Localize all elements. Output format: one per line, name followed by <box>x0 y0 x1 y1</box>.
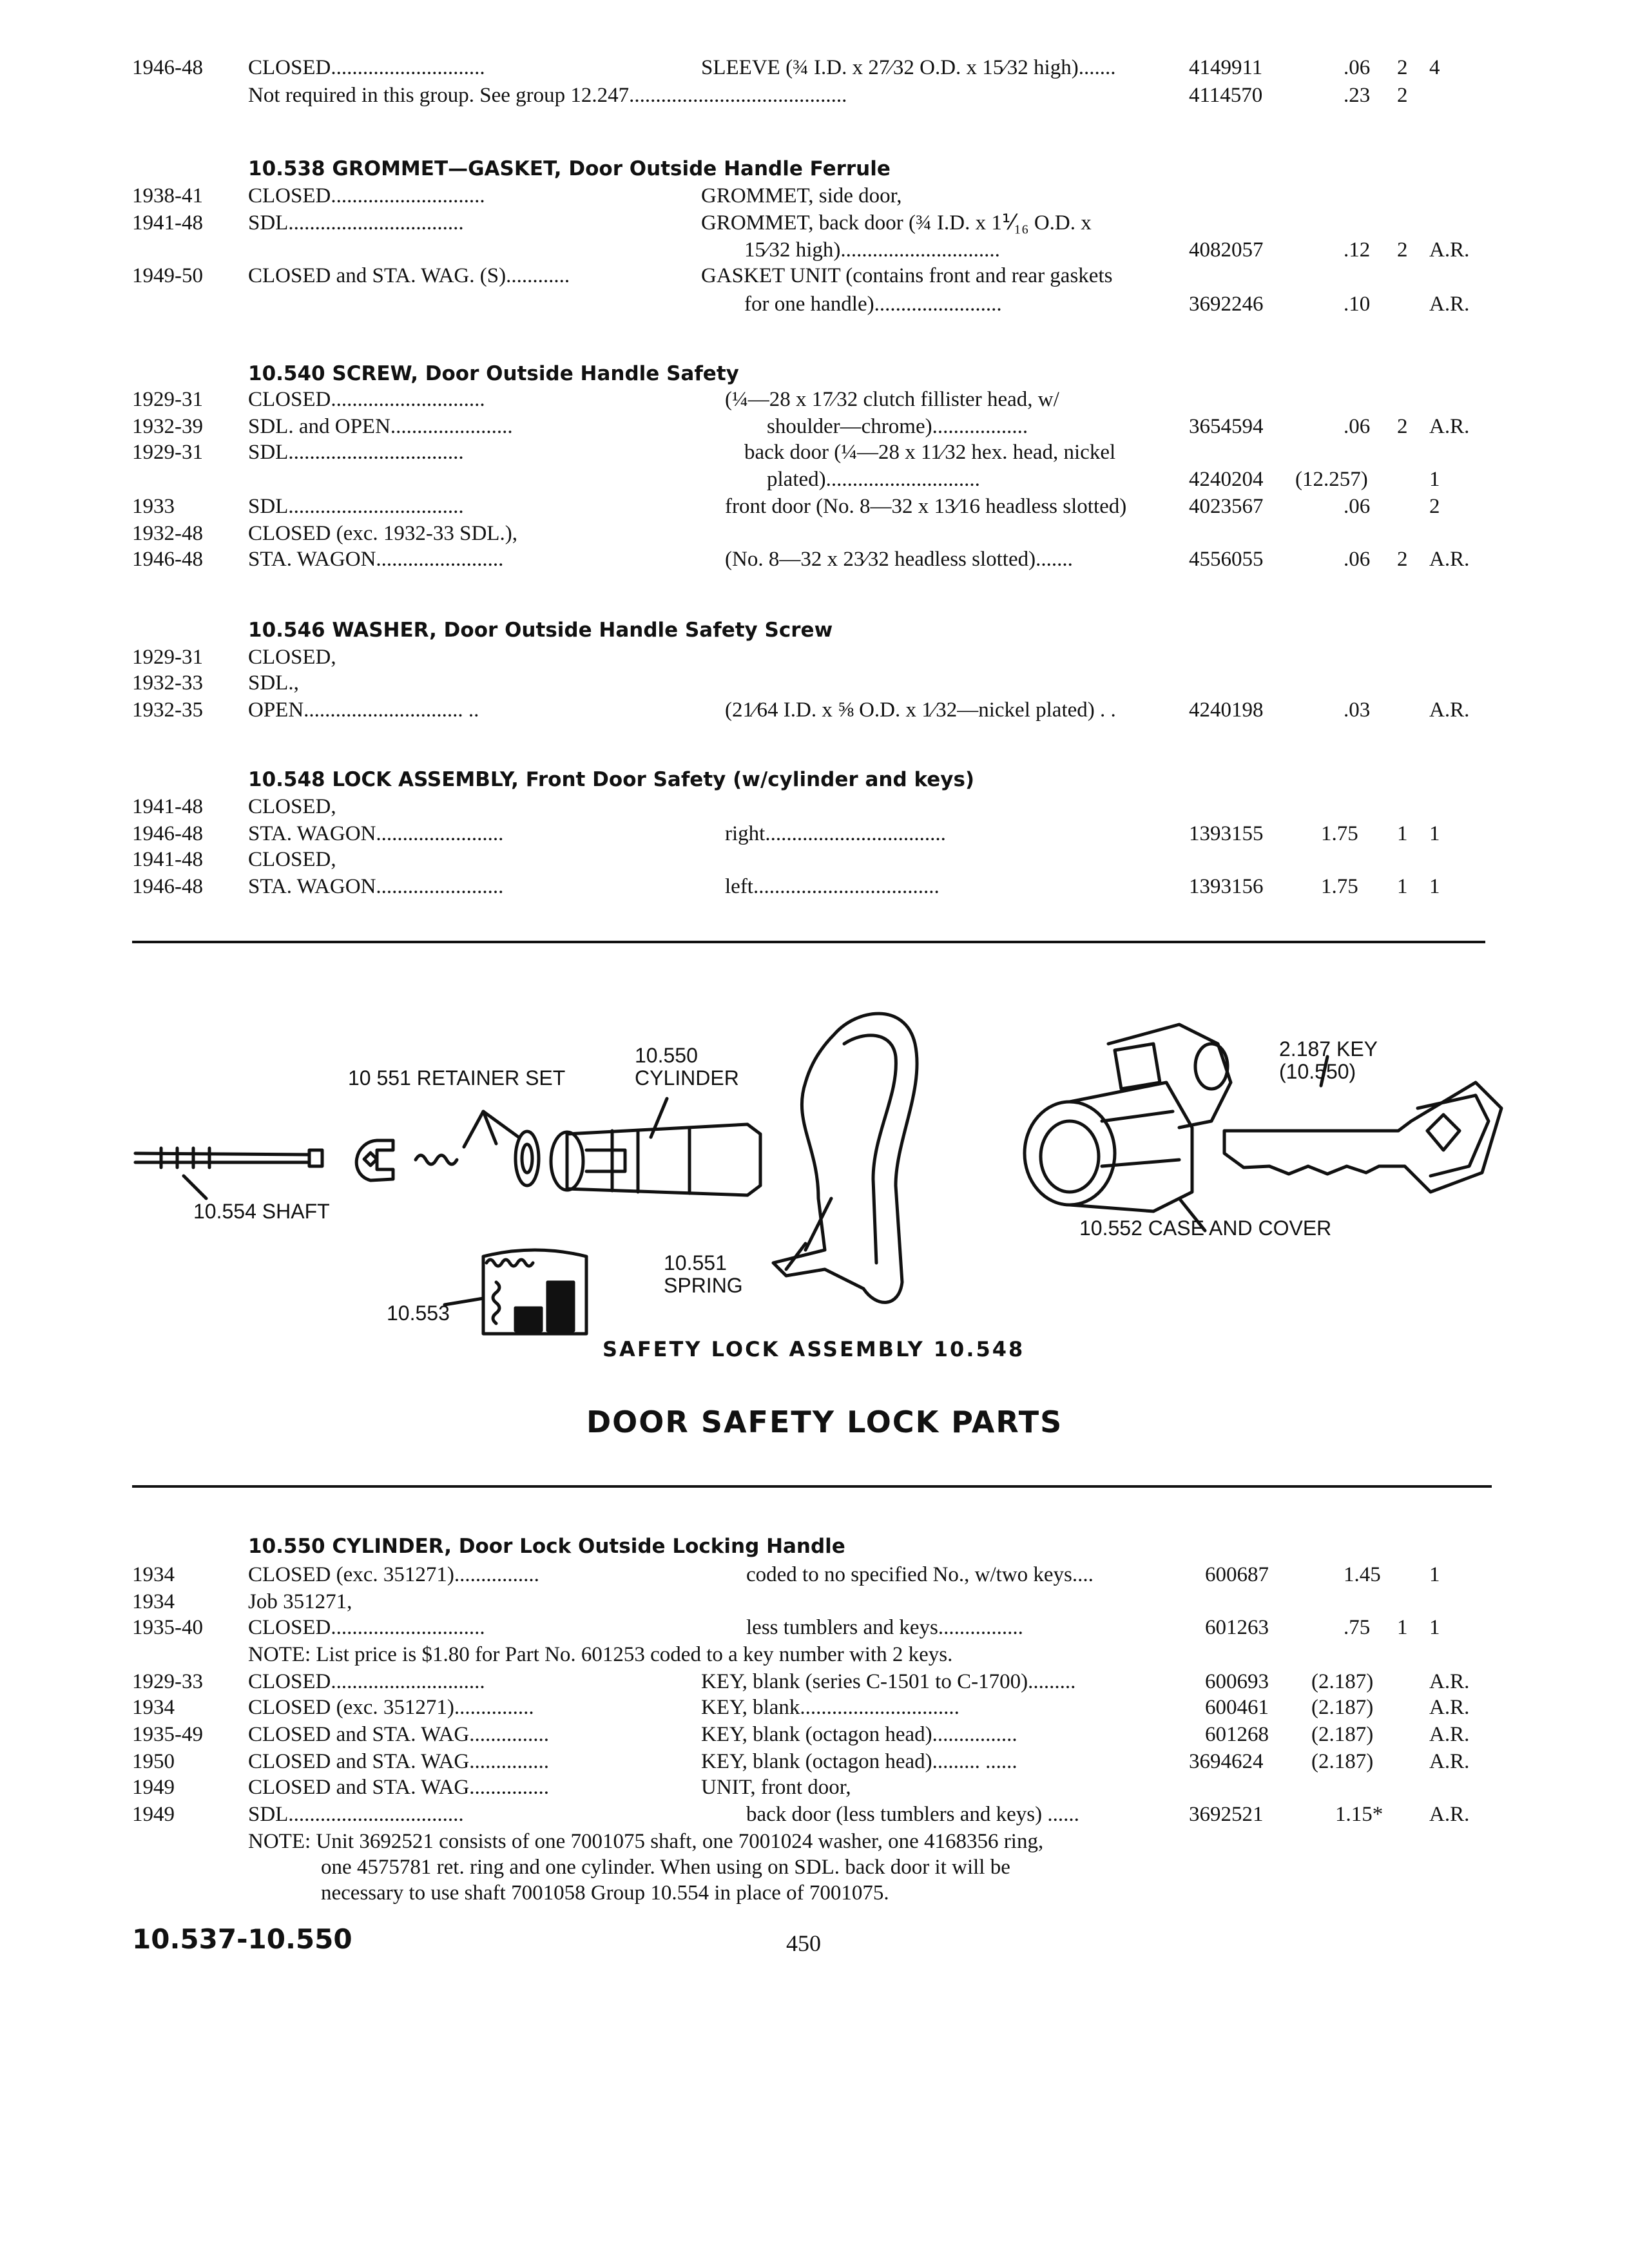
price: .03 <box>1344 698 1371 722</box>
year: 1935-49 <box>132 1723 203 1746</box>
model: CLOSED, <box>248 646 336 669</box>
price: .06 <box>1344 415 1371 438</box>
note-line: NOTE: Unit 3692521 consists of one 7001075 shaft, one 7001024 washer, one 4168356 ring, <box>248 1830 1044 1853</box>
year: 1949 <box>132 1776 175 1799</box>
price: 1.15* <box>1335 1803 1383 1826</box>
qty-col2: A.R. <box>1429 1696 1470 1719</box>
price: .23 <box>1344 84 1371 107</box>
cylinder-drawing <box>551 1124 760 1195</box>
year: 1932-39 <box>132 415 203 438</box>
model: CLOSED (exc. 351271)................ <box>248 1563 539 1586</box>
price: 1.75 <box>1321 875 1358 898</box>
model: CLOSED and STA. WAG............... <box>248 1723 549 1746</box>
qty-col2: 1 <box>1429 822 1440 845</box>
qty-col2: 1 <box>1429 875 1440 898</box>
qty-col2: A.R. <box>1429 293 1470 316</box>
year: 1949-50 <box>132 264 203 287</box>
group-range: 10.537-10.550 <box>132 1923 352 1955</box>
section-divider <box>132 941 1485 943</box>
year: 1950 <box>132 1750 175 1773</box>
note-line: NOTE: List price is $1.80 for Part No. 601253 coded to a key number with 2 keys. <box>248 1643 953 1666</box>
description: for one handle)........................ <box>744 293 1002 316</box>
part-553-label: 10.553 <box>387 1302 450 1325</box>
model: CLOSED and STA. WAG............... <box>248 1776 549 1799</box>
description: KEY, blank (octagon head)......... ...... <box>701 1750 1017 1773</box>
year: 1932-35 <box>132 698 203 722</box>
qty-col1: 1 <box>1397 1616 1408 1639</box>
cylinder-number-label: 10.550 <box>635 1044 698 1067</box>
qty-col2: 1 <box>1429 468 1440 491</box>
model: Job 351271, <box>248 1590 352 1613</box>
qty-col1: 2 <box>1397 415 1408 438</box>
qty-col1: 2 <box>1397 84 1408 107</box>
year: 1934 <box>132 1590 175 1613</box>
qty-col2: A.R. <box>1429 548 1470 571</box>
lock-case-drawing <box>1025 1024 1231 1211</box>
description: coded to no specified No., w/two keys.... <box>746 1563 1094 1586</box>
tumbler-part-drawing <box>483 1250 586 1334</box>
price: 1.75 <box>1321 822 1358 845</box>
price: 1.45 <box>1344 1563 1381 1586</box>
year: 1934 <box>132 1696 175 1719</box>
part-number: 600461 <box>1205 1696 1269 1719</box>
qty-col2: A.R. <box>1429 415 1470 438</box>
year: 1938-41 <box>132 184 203 207</box>
model: CLOSED............................. <box>248 1670 485 1693</box>
model: CLOSED............................. <box>248 56 485 79</box>
qty-col2: A.R. <box>1429 1670 1470 1693</box>
qty-col1: 1 <box>1397 875 1408 898</box>
leader-lines <box>184 1057 1327 1305</box>
qty-col2: 1 <box>1429 1616 1440 1639</box>
group-heading: 10.546 WASHER, Door Outside Handle Safety Screw <box>248 619 833 642</box>
price: .12 <box>1344 238 1371 262</box>
description: KEY, blank (series C-1501 to C-1700)......... <box>701 1670 1076 1693</box>
description: GASKET UNIT (contains front and rear gaskets <box>701 264 1113 287</box>
qty-col1: 1 <box>1397 822 1408 845</box>
qty-col2: A.R. <box>1429 1803 1470 1826</box>
part-number: 4082057 <box>1189 238 1264 262</box>
year: 1934 <box>132 1563 175 1586</box>
description: GROMMET, side door, <box>701 184 902 207</box>
model: OPEN.............................. .. <box>248 698 479 722</box>
part-number: 4023567 <box>1189 495 1264 518</box>
qty-col2: 2 <box>1429 495 1440 518</box>
part-number: 601268 <box>1205 1723 1269 1746</box>
model: SDL................................. <box>248 495 464 518</box>
key-ref-label: (10.550) <box>1279 1060 1356 1083</box>
price: .75 <box>1344 1616 1371 1639</box>
description: less tumblers and keys................ <box>746 1616 1023 1639</box>
model: STA. WAGON........................ <box>248 548 504 571</box>
qty-col2: A.R. <box>1429 238 1470 262</box>
description: UNIT, front door, <box>701 1776 851 1799</box>
spring-number-label: 10.551 <box>664 1251 727 1274</box>
price: (12.257) <box>1295 468 1368 491</box>
model: SDL................................. <box>248 211 464 235</box>
key-drawing <box>1224 1082 1501 1192</box>
price: .06 <box>1344 548 1371 571</box>
model: STA. WAGON........................ <box>248 822 504 845</box>
qty-col2: 1 <box>1429 1563 1440 1586</box>
model: SDL., <box>248 671 299 695</box>
year: 1941-48 <box>132 848 203 871</box>
year: 1941-48 <box>132 795 203 818</box>
description: 15⁄32 high).............................. <box>744 238 1000 262</box>
description: front door (No. 8—32 x 13⁄16 headless slotted) <box>725 495 1127 518</box>
price: (2.187) <box>1311 1723 1374 1746</box>
part-number: 3692521 <box>1189 1803 1264 1826</box>
page-number: 450 <box>786 1930 821 1956</box>
model: CLOSED and STA. WAG............... <box>248 1750 549 1773</box>
part-number: 1393155 <box>1189 822 1264 845</box>
model: SDL. and OPEN....................... <box>248 415 513 438</box>
cylinder-label: CYLINDER <box>635 1066 739 1090</box>
retainer-set-label: 10 551 RETAINER SET <box>348 1066 566 1090</box>
description: back door (¼—28 x 11⁄32 hex. head, nickel <box>744 441 1116 464</box>
year: 1929-31 <box>132 646 203 669</box>
part-number: 4556055 <box>1189 548 1264 571</box>
group-heading: 10.548 LOCK ASSEMBLY, Front Door Safety (w/cylinder and keys) <box>248 768 975 791</box>
spring-label: SPRING <box>664 1274 743 1297</box>
part-number: 601263 <box>1205 1616 1269 1639</box>
price: .06 <box>1344 495 1371 518</box>
model: STA. WAGON........................ <box>248 875 504 898</box>
part-number: 4240204 <box>1189 468 1264 491</box>
year: 1932-33 <box>132 671 203 695</box>
figure-title: DOOR SAFETY LOCK PARTS <box>586 1405 1063 1439</box>
year: 1941-48 <box>132 211 203 235</box>
year: 1933 <box>132 495 175 518</box>
qty-col1: 2 <box>1397 56 1408 79</box>
year: 1935-40 <box>132 1616 203 1639</box>
qty-col2: A.R. <box>1429 1750 1470 1773</box>
key-label: 2.187 KEY <box>1279 1037 1378 1061</box>
year: 1949 <box>132 1803 175 1826</box>
group-heading: 10.550 CYLINDER, Door Lock Outside Locking Handle <box>248 1535 845 1558</box>
price: .10 <box>1344 293 1371 316</box>
case-cover-label: 10.552 CASE AND COVER <box>1079 1216 1332 1240</box>
year: 1946-48 <box>132 56 203 79</box>
description: (21⁄64 I.D. x ⅝ O.D. x 1⁄32—nickel plated) . . <box>725 698 1116 722</box>
year: 1932-48 <box>132 522 203 545</box>
model: CLOSED and STA. WAG. (S)............ <box>248 264 570 287</box>
price: (2.187) <box>1311 1670 1374 1693</box>
section-divider <box>132 1485 1492 1488</box>
description: GROMMET, back door (¾ I.D. x 1⅟₁₆ O.D. x <box>701 211 1092 235</box>
description: left................................... <box>725 875 940 898</box>
group-heading: 10.538 GROMMET—GASKET, Door Outside Handle Ferrule <box>248 157 891 180</box>
part-number: 4240198 <box>1189 698 1264 722</box>
model: SDL................................. <box>248 1803 464 1826</box>
model: CLOSED............................. <box>248 1616 485 1639</box>
description: SLEEVE (¾ I.D. x 27⁄32 O.D. x 15⁄32 high)....... <box>701 56 1116 79</box>
year: 1946-48 <box>132 822 203 845</box>
price: (2.187) <box>1311 1696 1374 1719</box>
description: plated)............................. <box>767 468 980 491</box>
year: 1929-31 <box>132 388 203 411</box>
note-line: necessary to use shaft 7001058 Group 10.554 in place of 7001075. <box>321 1881 889 1905</box>
part-number: 600693 <box>1205 1670 1269 1693</box>
description: back door (less tumblers and keys) ...... <box>746 1803 1079 1826</box>
retainer-drawing <box>356 1131 539 1186</box>
group-heading: 10.540 SCREW, Door Outside Handle Safety <box>248 362 739 385</box>
model: CLOSED, <box>248 848 336 871</box>
qty-col1: 2 <box>1397 238 1408 262</box>
shaft-drawing <box>135 1148 322 1168</box>
price: (2.187) <box>1311 1750 1374 1773</box>
qty-col2: A.R. <box>1429 698 1470 722</box>
year: 1946-48 <box>132 875 203 898</box>
note-line: one 4575781 ret. ring and one cylinder. When using on SDL. back door it will be <box>321 1856 1010 1879</box>
qty-col2: A.R. <box>1429 1723 1470 1746</box>
description: shoulder—chrome).................. <box>767 415 1028 438</box>
year: 1929-33 <box>132 1670 203 1693</box>
description: (No. 8—32 x 23⁄32 headless slotted)....... <box>725 548 1073 571</box>
part-number: 3692246 <box>1189 293 1264 316</box>
description: KEY, blank (octagon head)................ <box>701 1723 1017 1746</box>
description: KEY, blank.............................. <box>701 1696 959 1719</box>
qty-col2: 4 <box>1429 56 1440 79</box>
shaft-label: 10.554 SHAFT <box>193 1200 330 1223</box>
part-number: 3694624 <box>1189 1750 1264 1773</box>
description: (¼—28 x 17⁄32 clutch fillister head, w/ <box>725 388 1059 411</box>
part-number: 1393156 <box>1189 875 1264 898</box>
year: 1929-31 <box>132 441 203 464</box>
description: right.................................. <box>725 822 946 845</box>
price: .06 <box>1344 56 1371 79</box>
part-number: 600687 <box>1205 1563 1269 1586</box>
qty-col1: 2 <box>1397 548 1408 571</box>
note-line: Not required in this group. See group 12.247......................................... <box>248 84 847 107</box>
model: CLOSED, <box>248 795 336 818</box>
model: CLOSED (exc. 351271)............... <box>248 1696 534 1719</box>
figure-caption: SAFETY LOCK ASSEMBLY 10.548 <box>602 1337 1025 1361</box>
model: SDL................................. <box>248 441 464 464</box>
model: CLOSED............................. <box>248 184 485 207</box>
model: CLOSED............................. <box>248 388 485 411</box>
part-number: 4149911 <box>1189 56 1263 79</box>
model: CLOSED (exc. 1932-33 SDL.), <box>248 522 517 545</box>
year: 1946-48 <box>132 548 203 571</box>
part-number: 3654594 <box>1189 415 1264 438</box>
part-number: 4114570 <box>1189 84 1263 107</box>
